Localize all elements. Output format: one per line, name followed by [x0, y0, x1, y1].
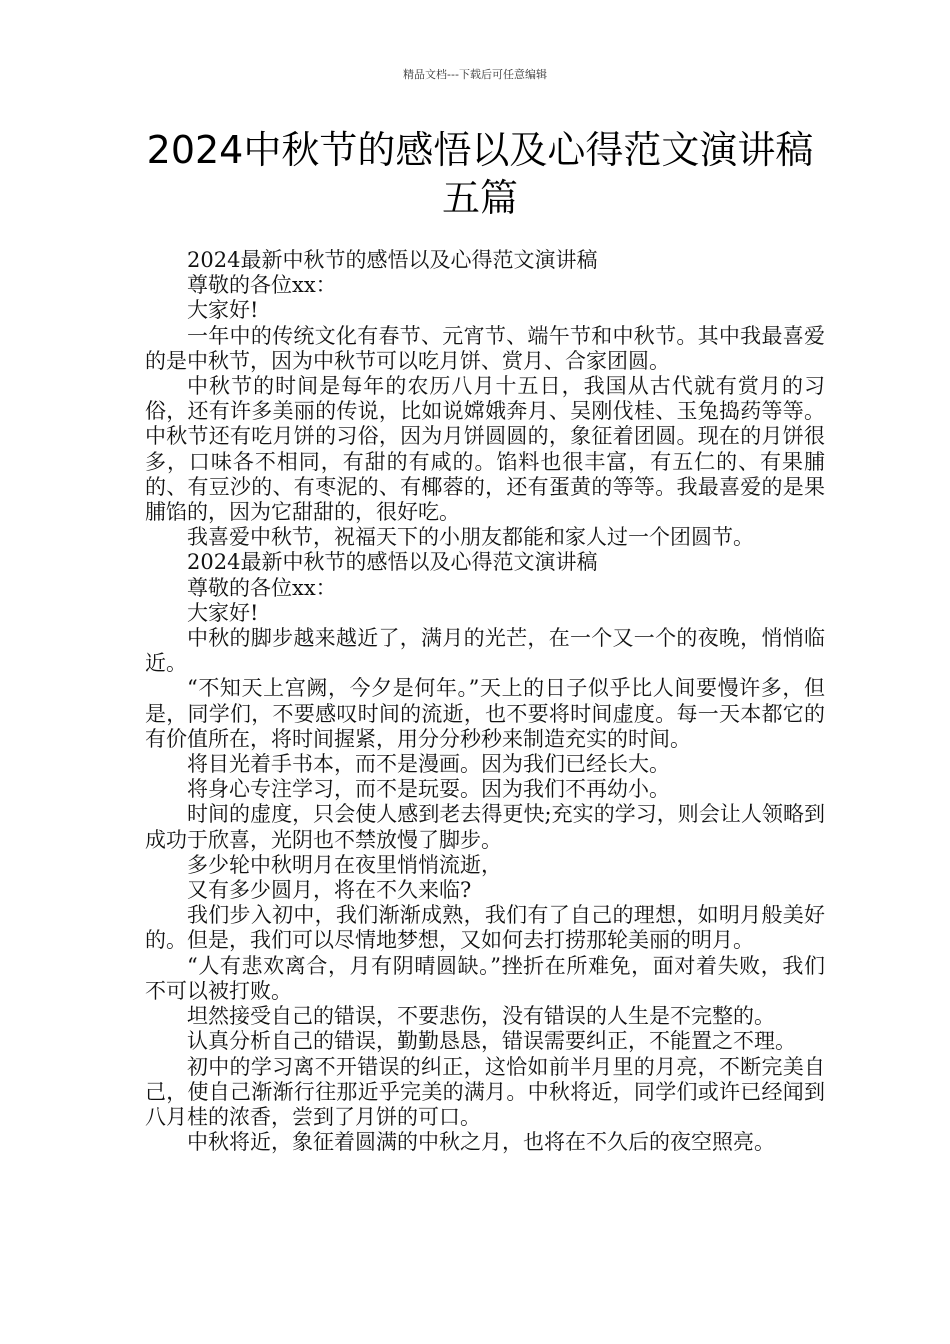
- body-paragraph: 时间的虚度，只会使人感到老去得更快;充实的学习，则会让人领略到成功于欣喜，光阴也不禁放慢了脚步。: [145, 802, 825, 852]
- body-paragraph: 2024最新中秋节的感悟以及心得范文演讲稿: [187, 550, 598, 575]
- body-paragraph: 坦然接受自己的错误，不要悲伤，没有错误的人生是不完整的。: [187, 1004, 775, 1029]
- body-paragraph: 将目光着手书本，而不是漫画。因为我们已经长大。: [187, 752, 670, 777]
- document-body: [145, 248, 825, 1155]
- body-paragraph: 中秋将近，象征着圆满的中秋之月，也将在不久后的夜空照亮。: [187, 1130, 775, 1155]
- body-paragraph: 尊敬的各位xx：: [187, 575, 337, 600]
- body-paragraph: 将身心专注学习，而不是玩耍。因为我们不再幼小。: [187, 777, 670, 802]
- body-paragraph: 我们步入初中，我们渐渐成熟，我们有了自己的理想，如明月般美好的。但是，我们可以尽情地梦想，又如何去打捞那轮美丽的明月。: [145, 903, 825, 953]
- body-paragraph: 尊敬的各位xx：: [187, 273, 337, 298]
- body-paragraph: 中秋的脚步越来越近了，满月的光芒，在一个又一个的夜晚，悄悄临近。: [145, 626, 825, 676]
- body-paragraph: 认真分析自己的错误，勤勤恳恳，错误需要纠正，不能置之不理。: [187, 1029, 796, 1054]
- body-paragraph: 又有多少圆月，将在不久来临?: [187, 878, 472, 903]
- document-title: 2024中秋节的感悟以及心得范文演讲稿五篇: [146, 128, 814, 220]
- body-paragraph: 一年中的传统文化有春节、元宵节、端午节和中秋节。其中我最喜爱的是中秋节，因为中秋节可以吃月饼、赏月、合家团圆。: [145, 323, 825, 373]
- body-paragraph: 大家好!: [187, 298, 259, 323]
- body-paragraph: 2024最新中秋节的感悟以及心得范文演讲稿: [187, 248, 598, 272]
- body-paragraph: 大家好!: [187, 600, 259, 625]
- body-paragraph: 我喜爱中秋节，祝福天下的小朋友都能和家人过一个团圆节。: [187, 525, 754, 550]
- body-paragraph: “人有悲欢离合，月有阴晴圆缺。”挫折在所难免，面对着失败，我们不可以被打败。: [145, 953, 825, 1003]
- page-header: 精品文档---下载后可任意编辑: [403, 68, 547, 81]
- body-paragraph: “不知天上宫阙，今夕是何年。”天上的日子似乎比人间要慢许多，但是，同学们，不要感叹时间的流逝，也不要将时间虚度。每一天本都它的有价值所在，将时间握紧，用分分秒秒来制造充实的时间。: [145, 676, 825, 751]
- body-paragraph: 中秋节的时间是每年的农历八月十五日，我国从古代就有赏月的习俗，还有许多美丽的传说，比如说嫦娥奔月、吴刚伐桂、玉兔捣药等等。中秋节还有吃月饼的习俗，因为月饼圆圆的，象征着团圆。现在的月饼很多，口味各不相同，有甜的有咸的。馅料也很丰富，有五仁的、有果脯的、有豆沙的、有枣泥的、有椰蓉的，还有蛋黄的等等。我最喜爱的是果脯馅的，因为它甜甜的，很好吃。: [145, 374, 825, 525]
- body-paragraph: 多少轮中秋明月在夜里悄悄流逝，: [187, 852, 502, 877]
- body-paragraph: 初中的学习离不开错误的纠正，这恰如前半月里的月亮，不断完美自己，使自己渐渐行往那近乎完美的满月。中秋将近，同学们或许已经闻到八月桂的浓香，尝到了月饼的可口。: [145, 1054, 825, 1129]
